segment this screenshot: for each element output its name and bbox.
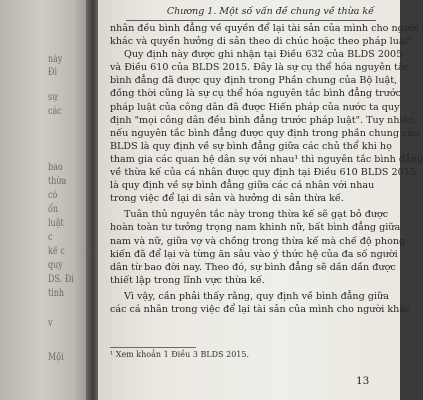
text-line: nhân đều bình đẳng về quyền để lại tài sản của mình cho người — [110, 23, 419, 34]
text-line: pháp luật của công dân đã được Hiến pháp của nước ta quy — [110, 101, 400, 113]
left-page-fragment: quy — [48, 260, 63, 271]
text-line: tham gia các quan hệ dân sự với nhau¹ thì nguyên tắc bình đẳng — [110, 153, 423, 165]
left-page-fragment: Đi — [48, 67, 58, 78]
left-page-fragment: luật — [48, 218, 64, 229]
text-line: là quy định về sự bình đẳng giữa các cá nhân với nhau — [110, 180, 375, 192]
text-line: Quy định này được ghi nhận tại Điều 632 của BLDS 2005 — [124, 49, 403, 61]
left-page-fragment: Mội — [48, 352, 64, 363]
text-line: Tuân thủ nguyên tắc này trong thừa kế sẽ gạt bỏ được — [124, 209, 389, 221]
left-page-fragment: ổn — [48, 204, 59, 215]
right-page — [98, 0, 423, 400]
left-page-fragment: v — [48, 318, 53, 329]
text-line: dân từ bao đời nay. Theo đó, sự bình đẳng sẽ dần dần được — [110, 261, 396, 273]
text-line: định "mọi công dân đều bình đẳng trước pháp luật". Tuy nhiên, — [110, 114, 418, 126]
left-page-fragment: thừa — [48, 176, 67, 187]
text-line: BLDS là quy định về sự bình đẳng giữa các chủ thể khi họ — [110, 140, 392, 152]
text-line: bình đẳng đã được quy định trong Phần chung của Bộ luật, — [110, 75, 398, 87]
left-page-fragment: kế c — [48, 246, 65, 257]
page-number: 13 — [356, 375, 370, 387]
left-page-fragment: có — [48, 190, 58, 201]
left-page-fragment: bao — [48, 162, 63, 173]
text-line: trong việc để lại di sản và hưởng di sản thừa kế. — [110, 193, 344, 205]
paragraph — [110, 22, 419, 48]
paragraph — [110, 208, 406, 287]
header-rule — [126, 20, 376, 21]
footnote-rule — [110, 347, 196, 348]
text-line: về thừa kế của cá nhân được quy định tại Điều 610 BLDS 2015 — [110, 167, 416, 179]
left-page-fragment: các — [48, 106, 62, 117]
left-page-fragment: c — [48, 232, 53, 243]
text-line: kiến đã để lại và từng ăn sâu vào ý thức hệ của đa số người — [110, 248, 398, 260]
text-line: thiết lập trong lĩnh vực thừa kế. — [110, 274, 265, 286]
left-page-fragment: này — [48, 54, 63, 65]
text-line: đồng thời cũng là sự cụ thể hóa nguyên tắc bình đẳng trước — [110, 88, 401, 100]
body-text — [110, 22, 423, 316]
text-line: nếu nguyên tắc bình đẳng được quy định trong phần chung của — [110, 127, 420, 139]
left-page-fragment: DS. Đi — [48, 274, 74, 285]
left-page-fragment: tình — [48, 288, 65, 299]
text-line: các cá nhân trong việc để lại tài sản của mình cho người khác — [110, 303, 411, 315]
left-page-fragment: sự — [48, 92, 58, 103]
text-line: Vì vậy, cần phải thấy rằng, quy định về bình đẳng giữa — [124, 290, 389, 302]
text-line: nam và nữ, giữa vợ và chồng trong thừa kế mà chế độ phong — [110, 235, 406, 247]
paragraph — [110, 48, 423, 205]
footnote: ¹ Xem khoản 1 Điều 3 BLDS 2015. — [110, 350, 250, 359]
text-line: khác và quyền hưởng di sản theo di chúc hoặc theo pháp luật". — [110, 36, 416, 48]
text-line: hoàn toàn tư tưởng trọng nam khinh nữ, bất bình đẳng giữa — [110, 222, 401, 234]
chapter-header: Chương 1. Một số vấn đề chung về thừa kế — [166, 6, 374, 17]
left-page — [0, 0, 92, 400]
paragraph — [110, 290, 411, 316]
text-line: và Điều 610 của BLDS 2015. Đây là sự cụ thể hóa nguyên tắc — [110, 62, 410, 74]
